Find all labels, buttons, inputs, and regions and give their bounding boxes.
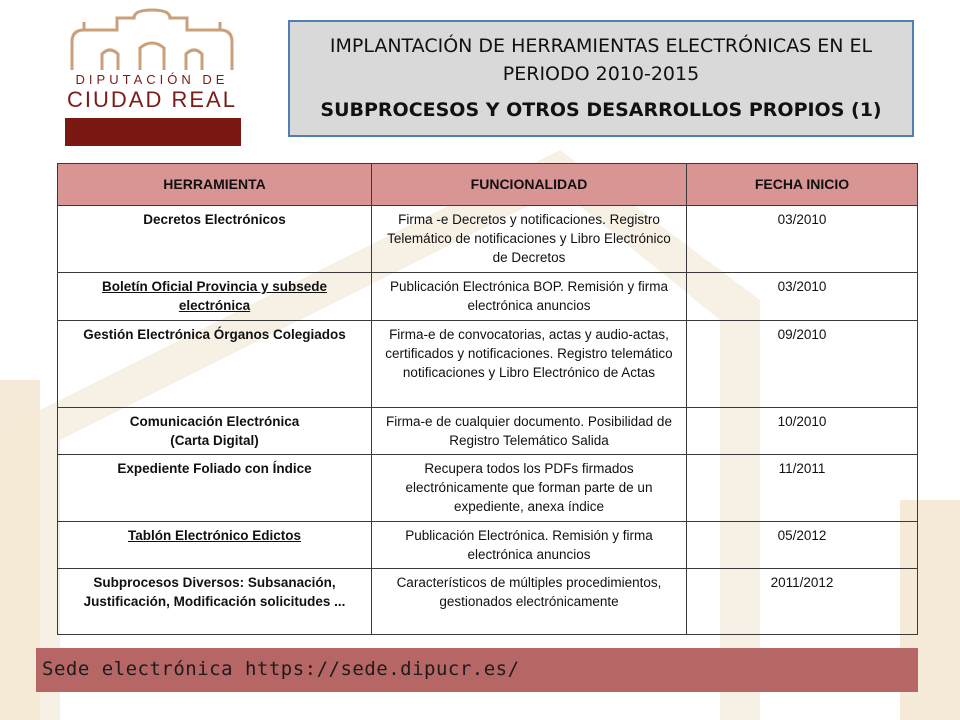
diputacion-logo xyxy=(62,8,242,140)
table-row xyxy=(58,321,918,408)
function-cell: Firma-e de convocatorias, actas y audio-actas, certificados y notificaciones. Registro telemático notificaciones y Libro Electrónico de Actas xyxy=(372,321,687,408)
header-funcionalidad: FUNCIONALIDAD xyxy=(372,164,687,206)
table-row xyxy=(58,206,918,273)
table-row xyxy=(58,408,918,455)
tool-cell[interactable] xyxy=(58,273,372,321)
table-row xyxy=(58,522,918,569)
date-cell: 2011/2012 xyxy=(687,569,918,635)
table-row xyxy=(58,455,918,522)
table-row xyxy=(58,273,918,321)
table-header-row xyxy=(58,164,918,206)
header-fecha-inicio: FECHA INICIO xyxy=(687,164,918,206)
table-row xyxy=(58,569,918,635)
tool-cell: Subprocesos Diversos: Subsanación, Justificación, Modificación solicitudes ... xyxy=(58,569,372,635)
tool-cell: Expediente Foliado con Índice xyxy=(58,455,372,522)
page-subtitle: SUBPROCESOS Y OTROS DESARROLLOS PROPIOS (1) xyxy=(320,99,882,121)
date-cell: 11/2011 xyxy=(687,455,918,522)
logo-line1: DIPUTACIÓN DE xyxy=(75,72,229,87)
tool-line: Comunicación Electrónica xyxy=(129,414,300,429)
date-cell: 05/2012 xyxy=(687,522,918,569)
footer-bar xyxy=(36,648,918,692)
tool-cell xyxy=(58,408,372,455)
building-outline-icon xyxy=(62,8,242,74)
date-cell: 10/2010 xyxy=(687,408,918,455)
function-cell: Recupera todos los PDFs firmados electrónicamente que forman parte de un expediente, anexa índice xyxy=(372,455,687,522)
function-cell: Firma -e Decretos y notificaciones. Registro Telemático de notificaciones y Libro Electrónico de Decretos xyxy=(372,206,687,273)
header-herramienta: HERRAMIENTA xyxy=(58,164,372,206)
footer-url-text[interactable]: Sede electrónica https://sede.dipucr.es/ xyxy=(42,658,520,680)
function-cell: Firma-e de cualquier documento. Posibilidad de Registro Telemático Salida xyxy=(372,408,687,455)
tools-table xyxy=(57,163,918,635)
function-cell: Característicos de múltiples procedimientos, gestionados electrónicamente xyxy=(372,569,687,635)
logo-color-bar xyxy=(65,118,241,146)
date-cell: 03/2010 xyxy=(687,206,918,273)
tool-link[interactable]: Boletín Oficial Provincia y subsede electrónica xyxy=(101,279,328,313)
function-cell: Publicación Electrónica. Remisión y firma electrónica anuncios xyxy=(372,522,687,569)
tool-line: (Carta Digital) xyxy=(170,433,259,448)
title-box xyxy=(288,20,914,137)
function-cell: Publicación Electrónica BOP. Remisión y firma electrónica anuncios xyxy=(372,273,687,321)
date-cell: 03/2010 xyxy=(687,273,918,321)
tool-cell: Gestión Electrónica Órganos Colegiados xyxy=(58,321,372,408)
tool-link[interactable]: Tablón Electrónico Edictos xyxy=(127,528,302,543)
page-title: IMPLANTACIÓN DE HERRAMIENTAS ELECTRÓNICAS EN EL PERIODO 2010-2015 xyxy=(329,35,873,85)
logo-line2: CIUDAD REAL xyxy=(67,87,237,112)
tool-cell[interactable] xyxy=(58,522,372,569)
tool-cell: Decretos Electrónicos xyxy=(58,206,372,273)
date-cell: 09/2010 xyxy=(687,321,918,408)
